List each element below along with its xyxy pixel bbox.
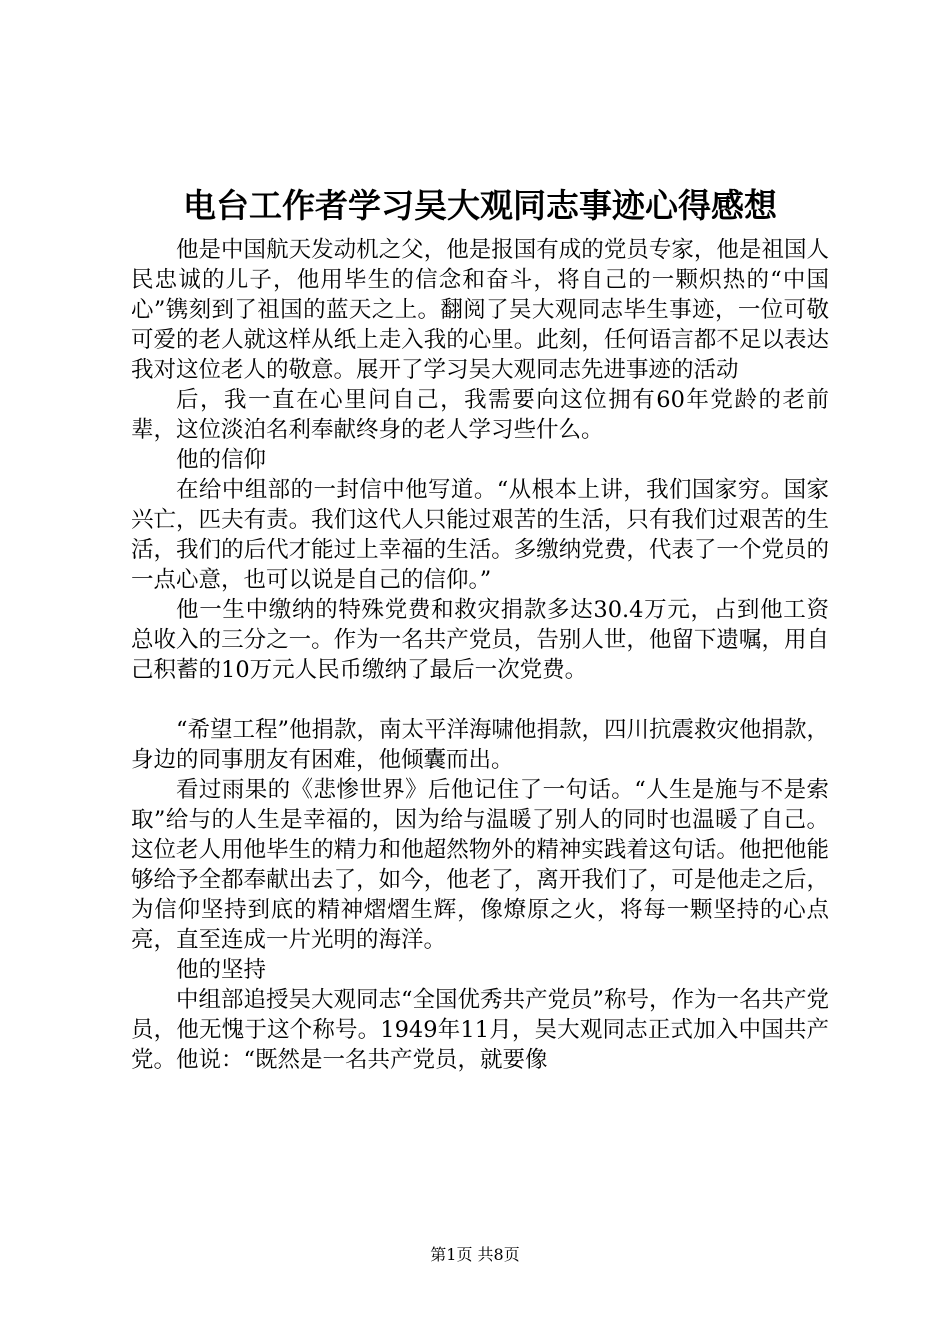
section-heading-persistence: 他的坚持 [176, 957, 267, 983]
document-page [131, 0, 829, 1344]
paragraph-donations: 他一生中缴纳的特殊党费和救灾捐款多达30.4万元，占到他工资总收入的三分之一。作为一名共产党员，告别人世，他留下遗嘱，用自己积蓄的10万元人民币缴纳了最后一次党费。 [131, 597, 829, 683]
paragraph-intro: 他是中国航天发动机之父，他是报国有成的党员专家，他是祖国人民忠诚的儿子，他用毕生的信念和奋斗，将自己的一颗炽热的“中国心”镌刻到了祖国的蓝天之上。翻阅了吴大观同志毕生事迹，一位可敬可爱的老人就这样从纸上走入我的心里。此刻，任何语言都不足以表达我对这位老人的敬意。展开了学习吴大观同志先进事迹的活动 [131, 237, 829, 383]
paragraph-continuation: 后，我一直在心里问自己，我需要向这位拥有60年党龄的老前辈，这位淡泊名利奉献终身的老人学习些什么。 [131, 387, 829, 443]
paragraph-party-member: 中组部追授吴大观同志“全国优秀共产党员”称号，作为一名共产党员，他无愧于这个称号。1949年11月，吴大观同志正式加入中国共产党。他说：“既然是一名共产党员，就要像 [131, 987, 830, 1073]
paragraph-les-miserables: 看过雨果的《悲惨世界》后他记住了一句话。“人生是施与不是索取”给与的人生是幸福的，因为给与温暖了别人的同时也温暖了自己。这位老人用他毕生的精力和他超然物外的精神实践着这句话。他把他能够给予全都奉献出去了，如今，他老了，离开我们了，可是他走之后，为信仰坚持到底的精神熠熠生辉，像燎原之火，将每一颗坚持的心点亮，直至连成一片光明的海洋。 [131, 777, 829, 953]
paragraph-hope-project: “希望工程”他捐款，南太平洋海啸他捐款，四川抗震救灾他捐款，身边的同事朋友有困难，他倾囊而出。 [131, 717, 830, 773]
section-heading-belief: 他的信仰 [176, 447, 267, 473]
paragraph-letter: 在给中组部的一封信中他写道。“从根本上讲，我们国家穷。国家兴亡，匹夫有责。我们这代人只能过艰苦的生活，只有我们过艰苦的生活，我们的后代才能过上幸福的生活。多缴纳党费，代表了一个党员的一点心意，也可以说是自己的信仰。” [131, 477, 829, 593]
document-title: 电台工作者学习吴大观同志事迹心得感想 [183, 186, 777, 225]
document-body [131, 235, 829, 1075]
page-footer: 第1页 共8页 [430, 1245, 520, 1264]
